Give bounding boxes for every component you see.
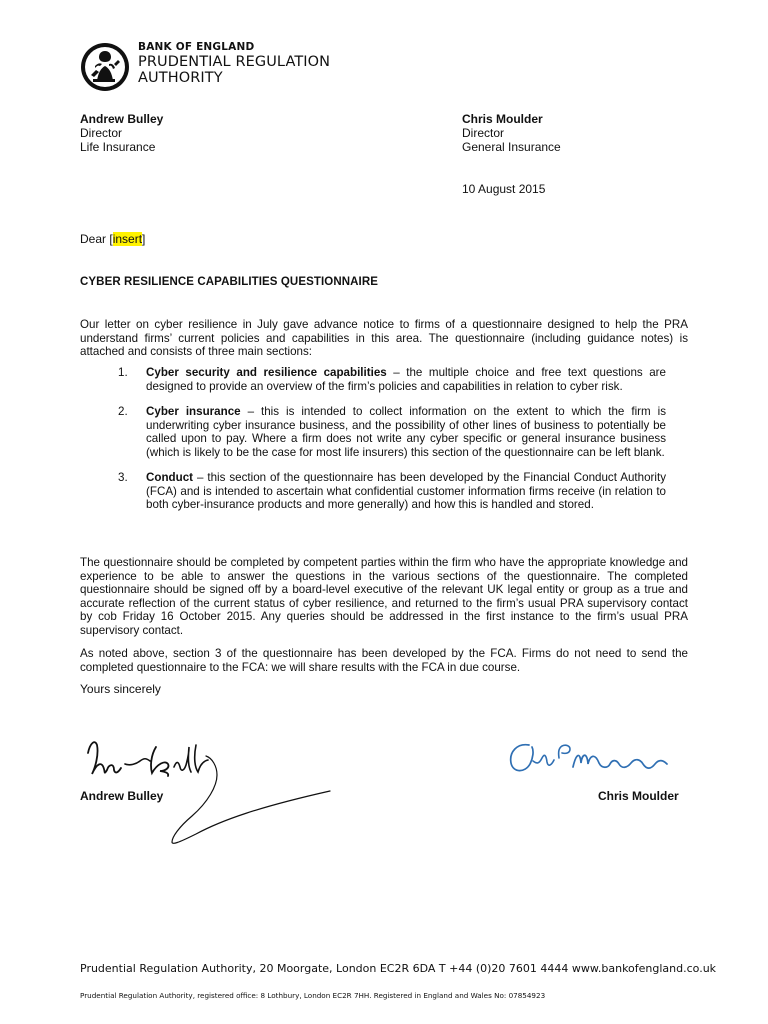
sender-left — [80, 112, 163, 154]
section-heading: Cyber insurance — [146, 405, 241, 418]
salutation-prefix: Dear — [80, 232, 110, 246]
sender-right — [462, 112, 561, 154]
section-text: – this section of the questionnaire has been developed by the Financial Conduct Authority (FCA) and is intended to ascertain what confidential customer information firms receive (in relation to both cyber-insurance products and more generally) and how this is handled and stored. — [146, 471, 666, 511]
britannia-seal-icon — [80, 42, 130, 92]
sender-left-name: Andrew Bulley — [80, 112, 164, 126]
logo-text — [138, 42, 330, 86]
logo-line-2: PRUDENTIAL REGULATION — [138, 53, 331, 70]
section-text: – this is intended to collect information on the extent to which the firm is underwriting cyber insurance business, and the possibility of other lines of business to potentially be called upon to pay. Where a firm does not write any cyber specific or general insurance business (which is likely to be the case for most life insurers) this section of the questionnaire can be left blank. — [146, 405, 666, 459]
letter-title: CYBER RESILIENCE CAPABILITIES QUESTIONNAIRE — [80, 276, 379, 288]
letter-date: 10 August 2015 — [462, 182, 546, 196]
signature-name-left: Andrew Bulley — [80, 789, 164, 803]
fca-paragraph: As noted above, section 3 of the questionnaire has been developed by the FCA. Firms do not need to send the completed questionnaire to the FCA: we will share results with the FCA in due course. — [80, 647, 688, 674]
section-heading: Conduct — [146, 471, 194, 484]
sender-right-name: Chris Moulder — [462, 112, 543, 126]
footer-registration: Prudential Regulation Authority, registered office: 8 Lothbury, London EC2R 7HH. Registered in England and Wales No: 07854923 — [80, 991, 546, 1000]
section-text: – the multiple choice and free text questions are designed to provide an overview of the firm’s policies and capabilities in relation to cyber risk. — [146, 366, 666, 393]
sender-left-title: Director — [80, 126, 123, 140]
closing-text: Yours sincerely — [80, 682, 161, 696]
sender-left-department: Life Insurance — [80, 140, 156, 154]
section-heading: Cyber security and resilience capabilities — [146, 366, 387, 379]
completion-paragraph: The questionnaire should be completed by competent parties within the firm who have the appropriate knowledge and experience to be able to answer the questions in the various sections of the questionnaire. The completed questionnaire should be signed off by a board-level executive of the relevant UK legal entity or group as a true and accurate reflection of the current status of cyber resilience, and returned to the firm’s usual PRA supervisory contact by cob Friday 16 October 2015. Any queries should be addressed in the first instance to the firm’s usual PRA supervisory contact. — [80, 556, 688, 637]
pra-logo — [80, 40, 380, 92]
section-item — [118, 405, 666, 459]
section-number: 1. — [118, 366, 128, 379]
sender-right-department: General Insurance — [462, 140, 561, 154]
section-item — [118, 471, 666, 512]
logo-line-1: BANK OF ENGLAND — [138, 41, 255, 53]
salutation-open-bracket: [ — [109, 232, 113, 246]
section-number: 2. — [118, 405, 128, 418]
section-number: 3. — [118, 471, 128, 484]
logo-line-3: AUTHORITY — [138, 70, 223, 86]
footer-address: Prudential Regulation Authority, 20 Moorgate, London EC2R 6DA T +44 (0)20 7601 4444 www.bankofengland.co.uk — [80, 962, 717, 975]
signature-name-right: Chris Moulder — [598, 789, 679, 803]
sender-right-title: Director — [462, 126, 505, 140]
intro-paragraph: Our letter on cyber resilience in July gave advance notice to firms of a questionnaire designed to help the PRA understand firms’ current policies and capabilities in this area. The questionnaire (including guidance notes) is attached and consists of three main sections: — [80, 318, 688, 358]
salutation-close-bracket: ] — [142, 232, 146, 246]
salutation — [80, 232, 145, 246]
questionnaire-sections — [118, 366, 666, 524]
salutation-placeholder: insert — [112, 232, 143, 246]
section-item — [118, 366, 666, 393]
chris-moulder-signature — [504, 733, 684, 783]
